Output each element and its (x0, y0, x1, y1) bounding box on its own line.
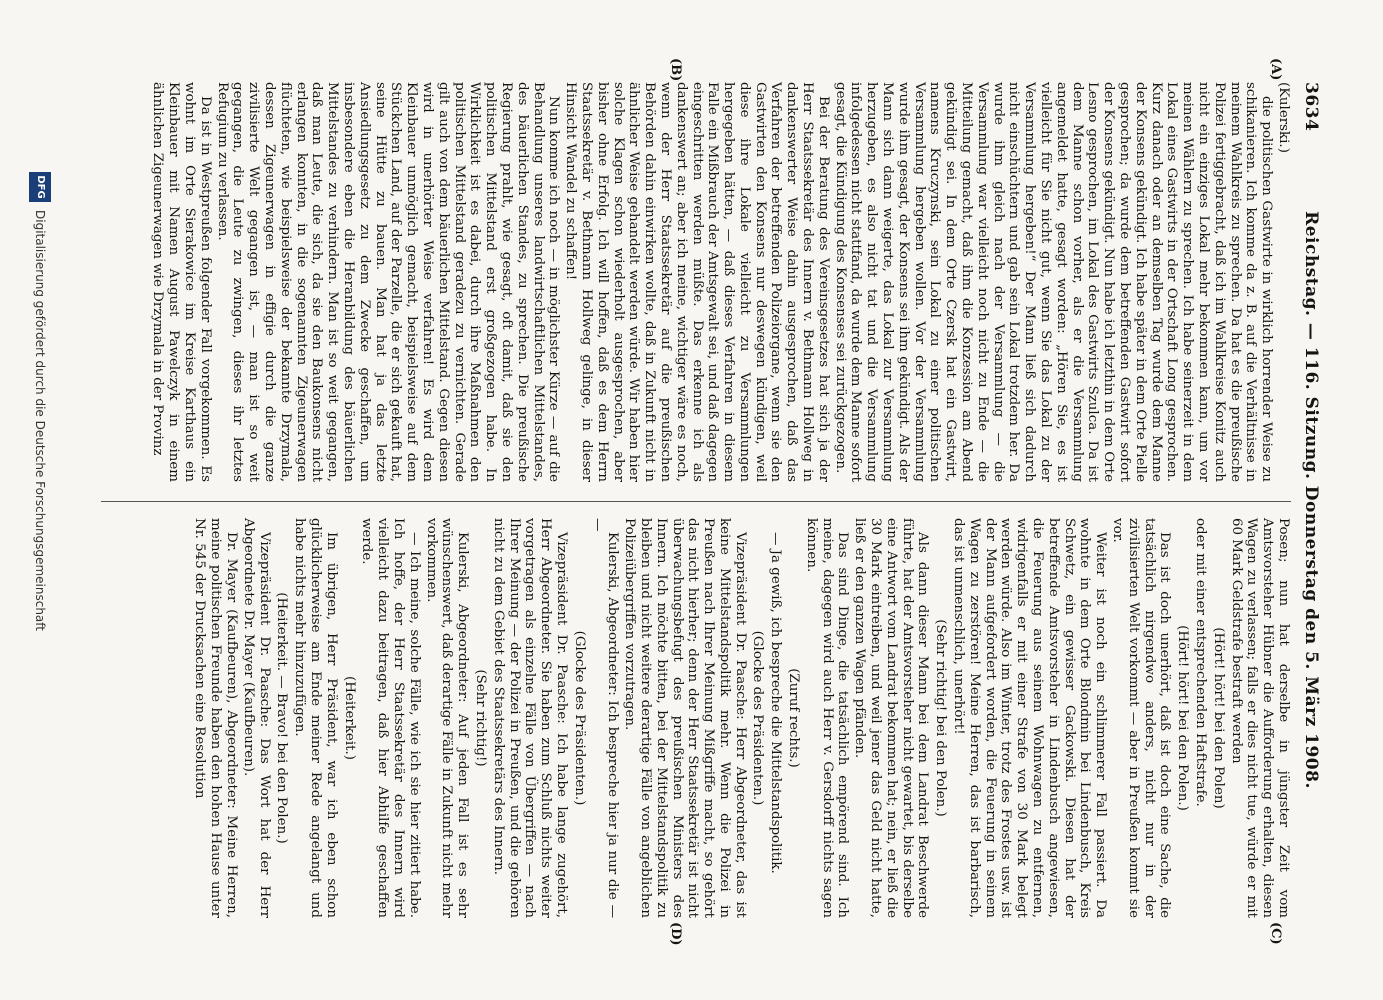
right-column (191, 518, 1291, 918)
margin-mark-c: (C) (1268, 922, 1283, 945)
header-title: Reichstag. — 116. Sitzung. Donnerstag den 5. März 1908. (1301, 211, 1321, 789)
paragraph: Weiter ist noch ein schlimmerer Fall passiert. Da wohnte in dem Orte Blondmin bei Lindenbusch, Kreis Schwetz, ein gewisser Gackowski. Diesen hat der betreffende Amtsvorsteher in Lindenbusch angewiesen, die Feuerung aus seinem Wohnwagen zu entfernen, widrigenfalls er mit einer Strafe von 30 Mark belegt werden würde. Also im Winter, trotz des Frostes usw. ist der Mann aufgefordert worden, die Feuerung in seinem Wagen zu zerstören! Meine Herren, das ist barbarisch, das ist unmenschlich, unerhört! (951, 518, 1109, 918)
interjection: (Hört! hört! bei den Polen.) (1175, 625, 1191, 811)
paragraph: Da ist in Westpreußen folgender Fall vorgekommen. Es wohnt im Orte Sierakowice im Kreise Karthaus ein Kleinbauer mit Namen August Pawelczyk in einem ähnlichen Zigeunerwagen wie Drzymala in der Provinz (150, 82, 213, 482)
page-number: 3634 (1301, 82, 1321, 132)
page-header (1291, 82, 1321, 918)
paragraph: Posen; nun hat derselbe in jüngster Zeit vom Amtsvorsteher Hübner die Aufforderung erhalten, diesen Wagen zu verlassen; falls er dies nicht tue, würde er mit 60 Mark Geldstrafe bestraft werden (1228, 518, 1291, 918)
margin-mark-a: (A) (1268, 58, 1283, 81)
paragraph: Bei der Beratung des Vereinsgesetzes hat sich ja der Herr Staatssekretär des Innern v. Bethmann Hollweg in dankenswerter Weise dahin ausgesprochen, daß das Verfahren der betreffenden Polizeiorgane, wenn sie den Gastwirten den Konsens nur deswegen kündigen, weil diese ihre Lokale vielleicht zu Versammlungen hergegeben hätten, — daß dieses Verfahren in diesem Falle ein Mißbrauch der Amtsgewalt sei, und daß dagegen eingeschritten werden müßte. Das erkenne ich als dankenswert an; aber ich meine, wichtiger wäre es noch, wenn der Herr Staatssekretär auf die preußischen Behörden dahin einwirken wollte, daß in Zukunft nicht in ähnlicher Weise gehandelt werden würde. Wir haben hier solche Klagen schon wiederholt ausgesprochen, aber bisher ohne Erfolg. Ich will hoffen, daß es dem Herrn Staatssekretär v. Bethmann Hollweg gelinge, in dieser Hinsicht Wandel zu schaffen! (563, 82, 831, 482)
paragraph: Vizepräsident Dr. Paasche: Ich habe lange zugehört, Herr Abgeordneter. Sie haben zum Schluß nichts weiter vorgetragen als einzelne Fälle von Übergriffen — nach Ihrer Meinung — der Polizei in Preußen, und die gehören nicht zu dem Gebiet des Staatssekretärs des Innern. (490, 518, 569, 918)
footer-credit: Digitalisierung gefördert durch die Deutsche Forschungsgemeinschaft (33, 210, 47, 632)
paragraph: — Ja gewiß, ich bespreche die Mittelstandspolitik. (768, 532, 784, 874)
paragraph: Dr. Mayer (Kaufbeuren), Abgeordneter: Meine Herren, meine politischen Freunde haben den hohen Hause unter Nr. 545 der Drucksachen eine Resolution (192, 518, 239, 918)
paragraph: Kulerski, Abgeordneter: Ich bespreche hier ja nur die — — (589, 518, 621, 918)
paragraph: Vizepräsident Dr. Paasche: Das Wort hat der Herr Abgeordnete Dr. Mayer (Kaufbeuren). (240, 518, 272, 918)
paragraph: Im übrigen, Herr Präsident, war ich eben schon glücklicherweise am Ende meiner Rede angelangt und habe nichts mehr hinzuzufügen. (292, 518, 339, 918)
column-divider (101, 501, 1291, 502)
interjection: (Sehr richtig!) (472, 669, 488, 767)
margin-mark-d: (D) (668, 922, 683, 946)
interjection: (Zuruf rechts.) (786, 668, 802, 768)
paragraph: Vizepräsident Dr. Paasche: Herr Abgeordneter, das ist keine Mittelstandspolitik mehr. Wenn die Polizei in Preußen nach Ihrer Meinung Mißgriffe macht, so gehört das nicht hierher; denn der Herr Staatssekretär ist nicht überwachungsbefugt des preußischen Ministers des Innern. Ich möchte bitten, bei der Mittelstandspolitik zu bleiben und nicht weitere derartige Fälle von angeblichen Polizeiübergriffen vorzutragen. (622, 518, 748, 918)
interjection: (Hört! hört! bei den Polen) (1210, 627, 1226, 809)
paragraph: Als dann dieser Mann bei dem Landrat Beschwerde führte, hat der Amtsvorsteher nicht gewartet, bis derselbe eine Antwort vom Landrat bekommen hat; nein, er ließ die 30 Mark eintreiben, und weil jener das Geld nicht hatte, ließ er den ganzen Wagen pfänden. (852, 518, 931, 918)
paragraph: — Ich meine, solche Fälle, wie ich sie hier zitiert habe. Ich hoffe, der Herr Staatssekretär des Innern wird vielleicht dazu beitragen, daß hier Abhilfe geschaffen werde. (359, 518, 422, 918)
paragraph: Nun komme ich noch — in möglichster Kürze — auf die Behandlung unseres landwirtschaftlichen Mittelstandes, des bäuerlichen Standes, zu sprechen. Die preußische Regierung prahlt, wie gesagt, oft damit, daß sie den politischen Mittelstand erst großgezogen habe. In Wirklichkeit ist es dabei, durch ihre Maßnahmen den politischen Mittelstand geradezu zu vernichten. Gerade gilt auch von dem bäuerlichen Mittelstand. Gegen diesen wird in unerhörter Weise verfahren! Es wird dem Kleinbauer unmöglich gemacht, beispielsweise auf dem Stückchen Land, auf der Parzelle, die er sich gekauft hat, seine Hütte zu bauen. Man hat ja das letzte Ansiedlungsgesetz zu dem Zwecke geschaffen, um insbesondere eben die Heranbildung des bäuerlichen Mittelstandes zu verhindern. Man ist so weit gegangen, daß man Leute, die sich, da sie den Baukonsens nicht erlangen konnten, in die sogenannten Zigeunerwagen flüchteten, wie beispielsweise der bekannte Drzymala, dessen Zigeunerwagen in effigie durch die ganze zivilisierte Welt gegangen ist, — man ist so weit gegangen, die Leute zu zwingen, dieses ihr letztes Refugium zu verlassen. (214, 82, 562, 482)
paragraph: oder mit einer entsprechenden Haftstrafe. (1193, 518, 1209, 807)
interjection: (Glocke des Präsidenten.) (750, 630, 766, 806)
paragraph: Das ist doch unerhört, daß ist doch eine Sache, die tatsächlich nirgendwo anders, nicht nur in der zivilisierten Welt vorkommt — aber in Preußen kommt sie vor. (1110, 518, 1173, 918)
interjection: (Heiterkeit. — Bravo! bei den Polen.) (274, 592, 290, 844)
interjection: (Heiterkeit.) (341, 676, 357, 760)
margin-mark-b: (B) (668, 58, 683, 82)
speaker-label: (Kulerski.) (1276, 82, 1291, 153)
paragraph: Kulerski, Abgeordneter: Auf jeden Fall ist es sehr wünschenswert, daß derartige Fälle in Zukunft nicht mehr vorkommen. (423, 518, 471, 918)
left-column (149, 82, 1291, 482)
dfg-logo: DFG (29, 172, 51, 202)
interjection: (Sehr richtig! bei den Polen.) (933, 619, 949, 817)
paragraph: Das sind Dinge, die tatsächlich empörend sind. Ich meine, dagegen wird auch Herr v. Gersdorff nichts sagen können. (803, 518, 851, 918)
paragraph: die politischen Gastwirte in wirklich horrender Weise zu schikanieren. Ich komme da z. B. auf die Verhältnisse in meinem Wahlkreis zu sprechen. Da hat es die preußische Polizei fertiggebracht, daß ich im Wahlkreise Konitz auch nicht ein einziges Lokal mehr bekommen kann, um vor meinen Wählern zu sprechen. Ich habe seinerzeit in dem Lokal eines Gastwirts in der Ortschaft Long gesprochen. Kurz danach oder an demselben Tag wurde dem Manne der Konsens gekündigt. Ich habe später in dem Orte Pielle gesprochen; da wurde dem betreffenden Gastwirt sofort der Konsens gekündigt. Nun habe ich letzthin in dem Orte Lesno gesprochen, im Lokal des Gastwirts Szulca. Da ist dem Manne schon vorher, als er die Versammlung angemeldet hatte, gesagt worden: „Hören Sie, es ist vielleicht für Sie nicht gut, wenn Sie das Lokal zu der Versammlung hergeben!“ Der Mann ließ sich dadurch nicht einschüchtern und gab sein Lokal trotzdem her. Da wurde ihm gleich nach der Versammlung — die Versammlung war vielleicht noch nicht zu Ende — die Mitteilung gemacht, daß ihm die Konzession am Abend gekündigt sei. In dem Orte Czersk hat ein Gastwirt, namens Kruczynski, sein Lokal zu einer politischen Versammlung hergeben wollen. Vor der Versammlung wurde ihm gesagt, der Konsens sei ihm gekündigt. Als der Mann sich dann weigerte, das Lokal zur Versammlung herzugeben, es also nicht tat und die Versammlung infolgedessen nicht stattfand, da wurde dem Manne sofort gesagt, die Kündigung des Konsenses sei zurückgezogen. (832, 82, 1275, 482)
interjection: (Glocke des Präsidenten.) (571, 630, 587, 806)
